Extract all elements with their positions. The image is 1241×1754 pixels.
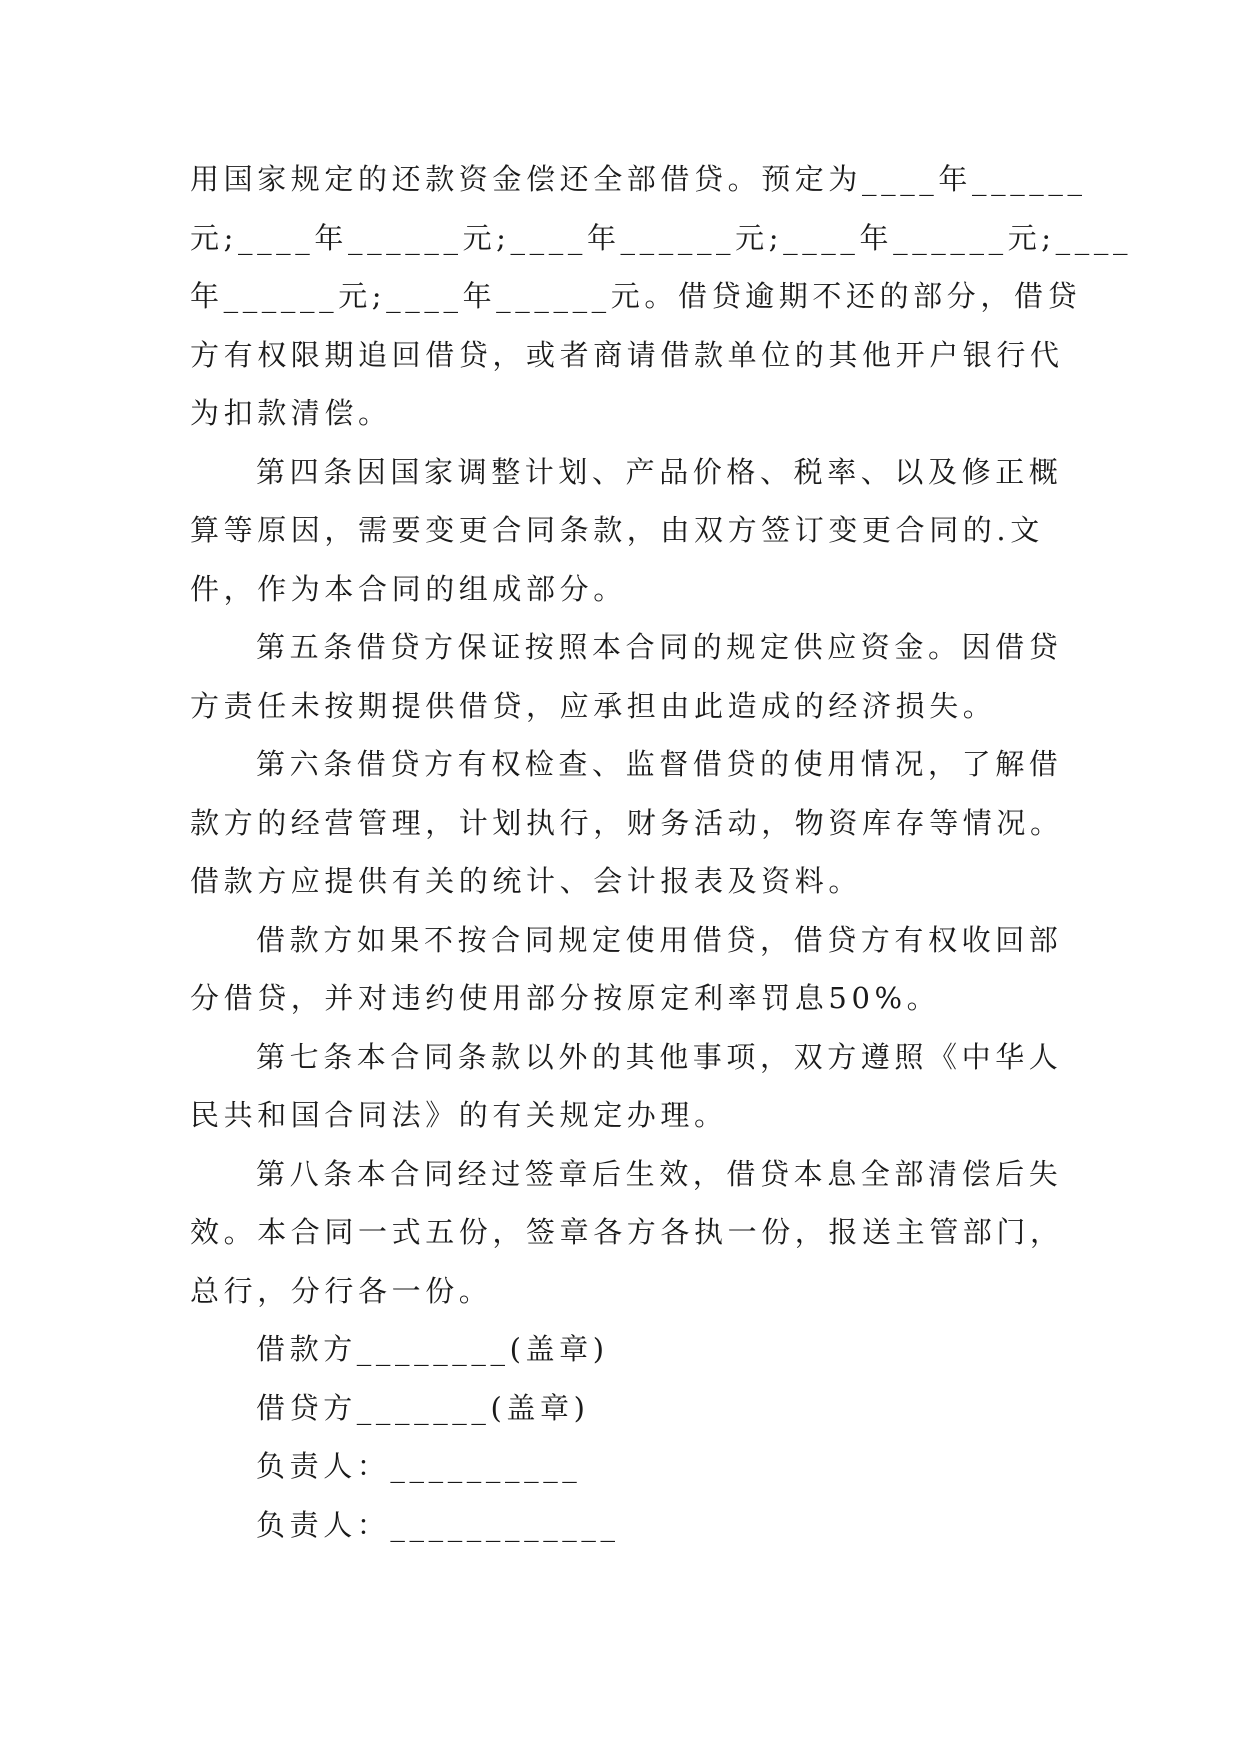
text-line: 方责任未按期提供借贷，应承担由此造成的经济损失。: [190, 688, 997, 723]
borrower-signature-line: 借款方________(盖章): [256, 1332, 609, 1366]
text-line: 为扣款清偿。: [190, 396, 392, 430]
text-line: 总行，分行各一份。: [190, 1273, 493, 1308]
text-line: 款方的经营管理，计划执行，财务活动，物资库存等情况。: [190, 805, 1064, 840]
text-line: 件，作为本合同的组成部分。: [190, 571, 627, 606]
text-line: 民共和国合同法》的有关规定办理。: [190, 1098, 728, 1132]
text-line: 年______元;____年______元。借贷逾期不还的部分，借贷: [190, 279, 1082, 313]
text-line: 借款方应提供有关的统计、会计报表及资料。: [190, 864, 863, 898]
paragraph-line: 借款方如果不按合同规定使用借贷，借贷方有权收回部: [256, 922, 1063, 957]
text-line: 算等原因，需要变更合同条款，由双方签订变更合同的.文: [190, 513, 1044, 547]
article-7-line: 第七条本合同条款以外的其他事项，双方遵照《中华人: [256, 1039, 1063, 1074]
responsible-person-line: 负责人：____________: [256, 1507, 620, 1542]
text-line: 效。本合同一式五份，签章各方各执一份，报送主管部门，: [190, 1215, 1064, 1249]
text-line: 元;____年______元;____年______元;____年______元;____: [190, 220, 1133, 255]
text-line: 用国家规定的还款资金偿还全部借贷。预定为____年______: [190, 162, 1087, 196]
lender-signature-line: 借贷方_______(盖章): [256, 1390, 590, 1425]
article-5-line: 第五条借贷方保证按照本合同的规定供应资金。因借贷: [256, 630, 1063, 664]
text-line: 方有权限期追回借贷，或者商请借款单位的其他开户银行代: [190, 337, 1064, 372]
article-8-line: 第八条本合同经过签章后生效，借贷本息全部清偿后失: [256, 1156, 1063, 1191]
article-4-line: 第四条因国家调整计划、产品价格、税率、以及修正概: [256, 454, 1063, 489]
document-page: [190, 150, 1133, 1554]
responsible-person-line: 负责人：__________: [256, 1449, 582, 1483]
text-line: 分借贷，并对违约使用部分按原定利率罚息50%。: [190, 981, 941, 1015]
article-6-line: 第六条借贷方有权检查、监督借贷的使用情况，了解借: [256, 747, 1063, 781]
